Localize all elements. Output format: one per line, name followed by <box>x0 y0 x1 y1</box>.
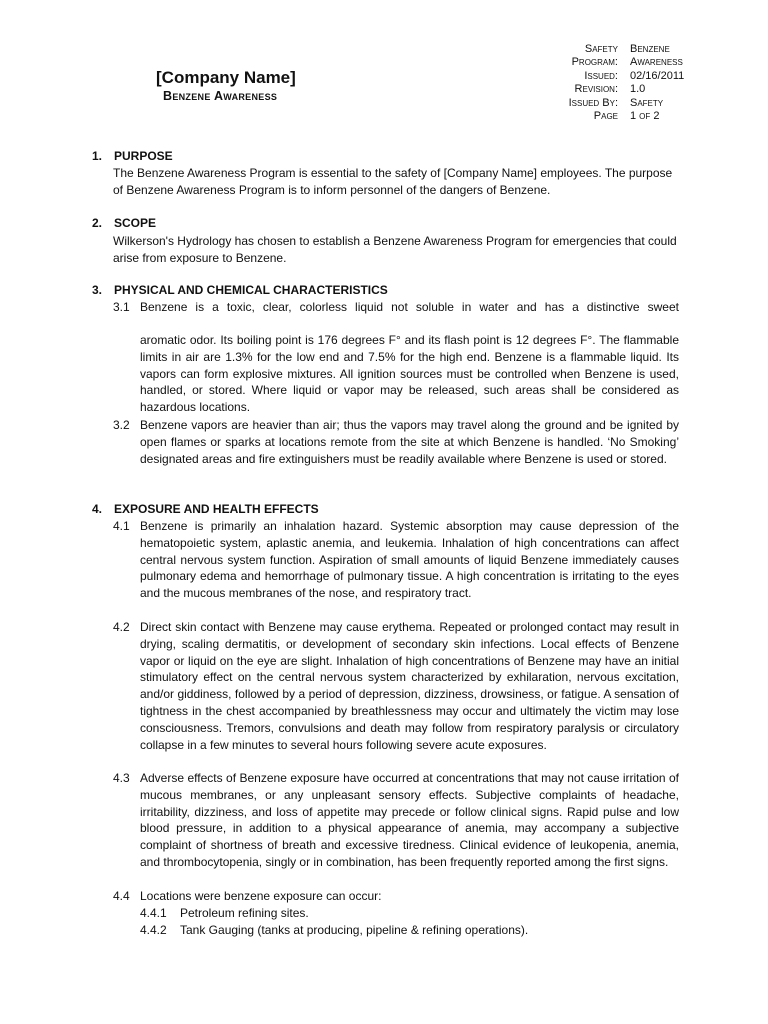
subsection-text: Tank Gauging (tanks at producing, pipeline & refining operations). <box>180 923 529 937</box>
section-heading-purpose <box>92 149 173 163</box>
subsection-number: 4.4.1 <box>140 906 167 920</box>
section-number: 2. <box>92 216 103 230</box>
scope-paragraph: Wilkerson's Hydrology has chosen to establish a Benzene Awareness Program for emergencies that could arise from exposure to Benzene. <box>113 234 677 265</box>
subsection-number: 3.1 <box>113 300 130 314</box>
purpose-paragraph: The Benzene Awareness Program is essential to the safety of [Company Name] employees. The purpose of Benzene Awareness Program is to inform personnel of the dangers of Benzene. <box>113 166 673 197</box>
section-heading-scope <box>92 216 156 230</box>
meta-row <box>520 43 750 56</box>
section-title: SCOPE <box>114 216 157 230</box>
section-number: 4. <box>92 502 103 516</box>
subsection-4-4 <box>113 888 679 905</box>
meta-row <box>520 97 750 110</box>
subsection-text: Benzene is a toxic, clear, colorless liquid not soluble in water and has a distinctive sweet <box>140 300 679 314</box>
company-name: [Company Name] <box>156 68 296 87</box>
meta-value: 1.0 <box>630 83 646 96</box>
meta-label: Revision: <box>574 83 618 96</box>
subsection-4-1 <box>113 518 679 602</box>
subsection-text: Benzene vapors are heavier than air; thus the vapors may travel along the ground and be ignited by open flames or sparks at locations remote from the site at which Benzene is handled. ‘No Smoking’ designated areas and fire extinguishers must be readily available where Benzene is used or stored. <box>140 418 679 466</box>
subsection-number: 4.4.2 <box>140 923 167 937</box>
meta-label: Page <box>593 110 618 123</box>
section-title: PURPOSE <box>114 149 173 163</box>
subsection-4-2 <box>113 619 679 753</box>
meta-label: Program: <box>571 56 618 69</box>
subsection-4-4-1 <box>140 905 309 922</box>
subsection-text: Petroleum refining sites. <box>180 906 309 920</box>
subsection-text: Adverse effects of Benzene exposure have occurred at concentrations that may not cause irritation of mucous membranes, or any unpleasant sensory effects. Subjective complaints of headache, irritability, dizziness, and loss of appetite may precede or follow clinical signs. Rapid pulse and low blood pressure, in addition to a physical appearance of anemia, may accompany a subjective complaint of shortness of breath and excessive tiredness. Clinical evidence of leukopenia, anemia, and thrombocytopenia, singly or in combination, has been frequently reported among the first signs. <box>140 771 679 869</box>
subsection-3-2 <box>113 417 679 467</box>
subsection-number: 4.4 <box>113 889 130 903</box>
meta-value: Safety <box>630 96 664 109</box>
subsection-3-1-first-line <box>113 299 679 316</box>
subsection-number: 4.3 <box>113 771 130 785</box>
section-heading-characteristics <box>92 283 388 297</box>
document-title: Benzene Awareness <box>163 89 278 103</box>
meta-label: Safety <box>584 43 618 55</box>
section-heading-exposure <box>92 502 319 516</box>
meta-row <box>520 83 750 96</box>
meta-label: Issued: <box>584 69 618 82</box>
section-title: PHYSICAL AND CHEMICAL CHARACTERISTICS <box>114 283 388 297</box>
subsection-number: 4.2 <box>113 620 130 634</box>
meta-row <box>520 110 750 123</box>
subsection-4-3 <box>113 770 679 871</box>
meta-value: Awareness <box>630 56 683 69</box>
meta-value: 1 of 2 <box>630 110 660 123</box>
section-title: EXPOSURE AND HEALTH EFFECTS <box>114 502 319 516</box>
subsection-text: Direct skin contact with Benzene may cause erythema. Repeated or prolonged contact may result in drying, scaling dermatitis, or development of secondary skin infections. Local effects of Benzene vapor or liquid on the eye are slight. Inhalation of high concentrations of Benzene may have an initial stimulatory effect on the central nervous system characterized by exhilaration, nervous excitation, and/or giddiness, followed by a period of depression, dizziness, drowsiness, or fatigue. A sensation of tightness in the chest accompanied by breathlessness may occur and ultimately the victim may lose consciousness. Tremors, convulsions and death may follow from respiratory paralysis or circulatory collapse in a few minutes to several hours following severe acute exposures. <box>140 620 679 752</box>
section-number: 1. <box>92 149 103 163</box>
subsection-number: 4.1 <box>113 519 130 533</box>
subsection-text: Benzene is primarily an inhalation hazard. Systemic absorption may cause depression of the hematopoietic system, aplastic anemia, and leukemia. Inhalation of high concentrations can affect central nervous system function. Aspiration of small amounts of liquid Benzene immediately causes pulmonary edema and hemorrhage of pulmonary tissue. A high concentration is irritating to the eyes and the mucous membranes of the nose, and respiratory tract. <box>140 519 679 601</box>
meta-row <box>520 70 750 83</box>
meta-label: Issued By: <box>568 96 618 109</box>
subsection-4-4-2 <box>140 922 528 939</box>
meta-value: 02/16/2011 <box>630 69 685 82</box>
meta-value: Benzene <box>630 43 670 55</box>
subsection-3-1-continuation: aromatic odor. Its boiling point is 176 degrees F° and its flash point is 12 degrees F°. The flammable limits in air are 1.3% for the low end and 7.5% for the high end. Benzene is a flammable liquid. Its vapors can form explosive mixtures. All ignition sources must be controlled when Benzene is used, handled, or stored. Where liquid or vapor may be released, such areas shall be considered as hazardous locations. <box>140 333 679 415</box>
subsection-number: 3.2 <box>113 418 130 432</box>
meta-row <box>520 56 750 69</box>
document-meta-table <box>520 43 750 123</box>
subsection-text: Locations were benzene exposure can occur: <box>140 889 382 903</box>
section-number: 3. <box>92 283 103 297</box>
